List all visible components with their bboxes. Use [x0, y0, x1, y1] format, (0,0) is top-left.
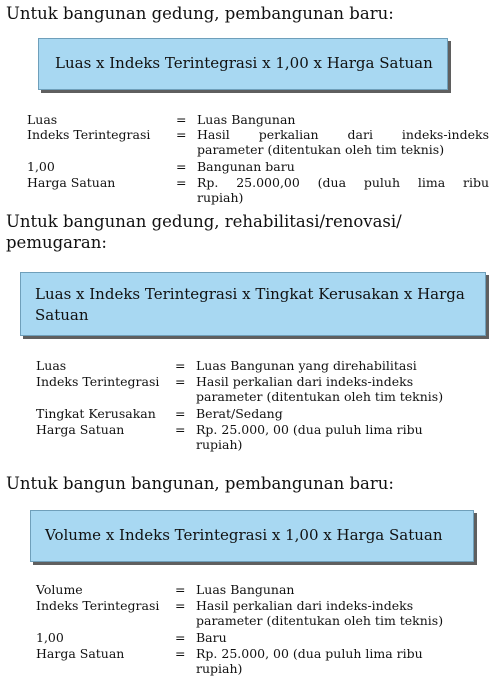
def-equals: =	[176, 112, 187, 127]
def-term: Indeks Terintegrasi	[36, 598, 160, 613]
def-term: Volume	[36, 582, 83, 597]
def-term: Indeks Terintegrasi	[36, 374, 160, 389]
section-3-heading: Untuk bangun bangunan, pembangunan baru:	[6, 474, 394, 493]
def-equals: =	[175, 422, 186, 437]
section-2-formula: Luas x Indeks Terintegrasi x Tingkat Kerusakan x Harga Satuan	[35, 285, 465, 324]
def-term: 1,00	[27, 159, 55, 174]
def-equals: =	[175, 406, 186, 421]
section-2-heading: Untuk bangunan gedung, rehabilitasi/renovasi/ pemugaran:	[6, 212, 402, 252]
section-3-formula-box	[30, 510, 474, 562]
section-1-heading: Untuk bangunan gedung, pembangunan baru:	[6, 4, 394, 23]
def-term: Harga Satuan	[36, 646, 125, 661]
def-term: Luas	[36, 358, 67, 373]
def-equals: =	[176, 175, 187, 190]
section-1-formula: Luas x Indeks Terintegrasi x 1,00 x Harga Satuan	[55, 54, 433, 72]
section-1-formula-box	[38, 38, 448, 90]
section-2-formula-box	[20, 272, 486, 336]
def-value: Luas Bangunan	[197, 112, 296, 127]
def-value: Baru	[196, 630, 227, 645]
def-equals: =	[175, 582, 186, 597]
def-value: Bangunan baru	[197, 159, 295, 174]
def-value: Rp. 25.000, 00 (dua puluh lima ribu rupiah)	[196, 422, 423, 452]
def-term: Tingkat Kerusakan	[36, 406, 156, 421]
def-equals: =	[175, 374, 186, 389]
def-value: Hasil perkalian dari indeks-indeks parameter (ditentukan oleh tim teknis)	[196, 598, 444, 628]
def-value: Hasil perkalian dari indeks-indeks parameter (ditentukan oleh tim teknis)	[196, 374, 444, 404]
def-term: Indeks Terintegrasi	[27, 127, 151, 142]
def-term: Harga Satuan	[27, 175, 116, 190]
def-equals: =	[175, 598, 186, 613]
def-equals: =	[175, 630, 186, 645]
def-term: Harga Satuan	[36, 422, 125, 437]
def-equals: =	[175, 358, 186, 373]
section-3-formula: Volume x Indeks Terintegrasi x 1,00 x Harga Satuan	[45, 526, 443, 544]
def-value: Hasil perkalian dari indeks-indeks parameter (ditentukan oleh tim teknis)	[197, 127, 489, 157]
def-value: Luas Bangunan	[196, 582, 295, 597]
def-term: 1,00	[36, 630, 64, 645]
def-value: Luas Bangunan yang direhabilitasi	[196, 358, 417, 373]
def-term: Luas	[27, 112, 58, 127]
def-equals: =	[175, 646, 186, 661]
def-equals: =	[176, 127, 187, 142]
def-value: Berat/Sedang	[196, 406, 283, 421]
def-value: Rp. 25.000, 00 (dua puluh lima ribu rupiah)	[196, 646, 423, 676]
def-equals: =	[176, 159, 187, 174]
def-value: Rp. 25.000,00 (dua puluh lima ribu rupiah)	[197, 175, 489, 205]
